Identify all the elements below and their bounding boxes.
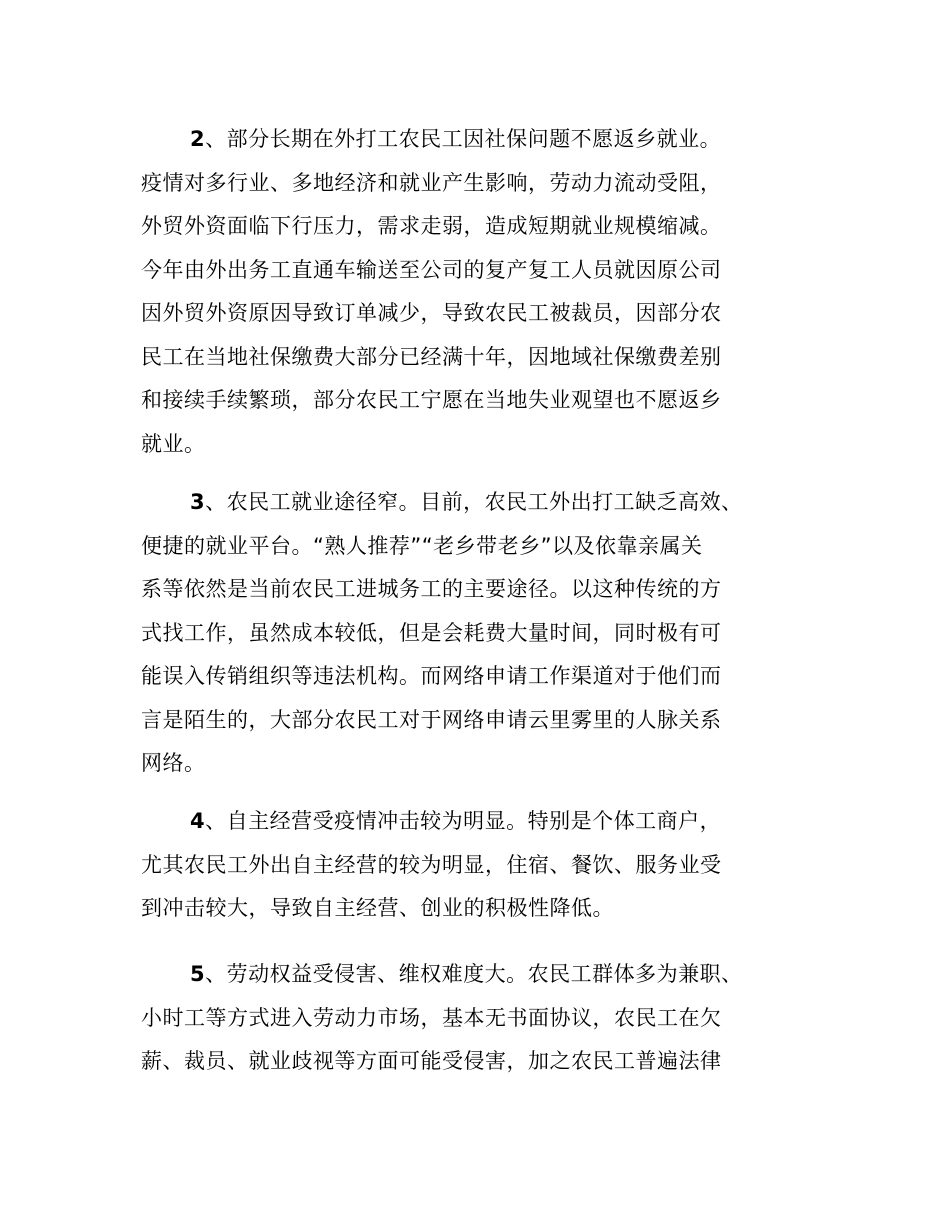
paragraph-text: 、自主经营受疫情冲击较为明显。特别是个体工商户， (205, 809, 722, 833)
paragraph-line: 因外贸外资原因导致订单减少，导致农民工被裁员，因部分农 (141, 301, 722, 325)
paragraph-line: 民工在当地社保缴费大部分已经满十年，因地域社保缴费差别 (141, 344, 722, 369)
paragraph-number: 3 (190, 490, 206, 514)
paragraph-line: 外贸外资面临下行压力，需求走弱，造成短期就业规模缩减。 (141, 214, 722, 238)
paragraph-3 (141, 481, 831, 786)
paragraph-line: 小时工等方式进入劳动力市场，基本无书面协议，农民工在欠 (141, 1005, 722, 1030)
paragraph-text: 、农民工就业途径窄。目前，农民工外出打工缺乏高效、 (205, 490, 743, 514)
paragraph-line: 能误入传销组织等违法机构。而网络申请工作渠道对于他们而 (141, 664, 722, 688)
paragraph-line: 就业。 (141, 431, 206, 456)
paragraph-line: 薪、裁员、就业歧视等方面可能受侵害，加之农民工普遍法律 (141, 1049, 722, 1073)
paragraph-number: 4 (190, 809, 206, 833)
paragraph-line: 式找工作，虽然成本较低，但是会耗费大量时间，同时极有可 (141, 620, 722, 645)
paragraph-line: 到冲击较大，导致自主经营、创业的积极性降低。 (141, 896, 614, 920)
paragraph-first-line (141, 800, 831, 844)
paragraph-line: 和接续手续繁琐，部分农民工宁愿在当地失业观望也不愿返乡 (141, 388, 722, 412)
paragraph-number: 2 (190, 127, 206, 151)
paragraph-first-line (141, 953, 831, 997)
paragraph-4 (141, 800, 831, 931)
paragraph-line: 网络。 (141, 751, 206, 775)
paragraph-line: 系等依然是当前农民工进城务工的主要途径。以这种传统的方 (141, 577, 722, 601)
paragraph-text: 、劳动权益受侵害、维权难度大。农民工群体多为兼职、 (205, 962, 743, 986)
paragraph-text: 、部分长期在外打工农民工因社保问题不愿返乡就业。 (205, 127, 722, 151)
paragraph-number: 5 (190, 962, 206, 986)
paragraph-2 (141, 118, 831, 466)
paragraph-line: 今年由外出务工直通车输送至公司的复产复工人员就因原公司 (141, 257, 722, 282)
paragraph-first-line (141, 118, 831, 162)
paragraph-line: 言是陌生的，大部分农民工对于网络申请云里雾里的人脉关系 (141, 707, 722, 732)
paragraph-first-line (141, 481, 831, 525)
paragraph-5 (141, 953, 831, 1084)
paragraph-line: 尤其农民工外出自主经营的较为明显，住宿、餐饮、服务业受 (141, 852, 722, 877)
paragraph-line: 疫情对多行业、多地经济和就业产生影响，劳动力流动受阻， (141, 170, 722, 195)
paragraph-line: 便捷的就业平台。“熟人推荐”“老乡带老乡”以及依靠亲属关 (141, 533, 703, 558)
